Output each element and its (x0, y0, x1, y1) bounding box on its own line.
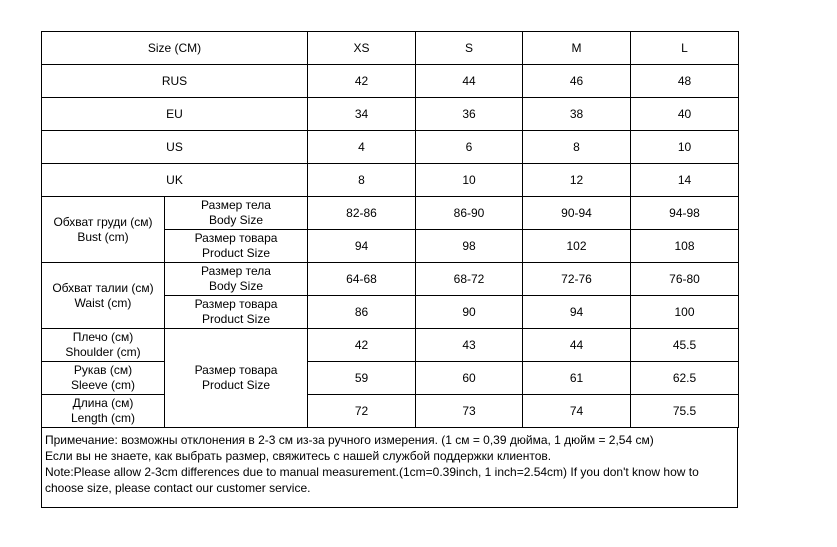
table-cell: 73 (416, 395, 523, 428)
table-cell: 10 (416, 164, 523, 197)
table-cell: 102 (523, 230, 631, 263)
body-size-label (165, 263, 308, 296)
row-label-rus: RUS (42, 65, 308, 98)
table-cell: 8 (308, 164, 416, 197)
table-cell: 74 (523, 395, 631, 428)
table-cell: 43 (416, 329, 523, 362)
table-cell: 34 (308, 98, 416, 131)
table-cell: 94 (308, 230, 416, 263)
product-size-label-ru: Размер товара (194, 231, 278, 245)
table-cell: 86 (308, 296, 416, 329)
table-cell: 36 (416, 98, 523, 131)
sleeve-label-ru: Рукав (см) (73, 363, 133, 377)
table-cell: 40 (631, 98, 739, 131)
bust-label-ru: Обхват груди (см) (53, 214, 153, 229)
table-row (42, 65, 739, 98)
product-size-label-ru: Размер товара (194, 297, 278, 311)
table-cell: 86-90 (416, 197, 523, 230)
table-cell: 42 (308, 329, 416, 362)
table-row (42, 329, 739, 362)
table-cell: 6 (416, 131, 523, 164)
table-cell: 76-80 (631, 263, 739, 296)
table-cell: 64-68 (308, 263, 416, 296)
table-cell: 94-98 (631, 197, 739, 230)
length-label-ru: Длина (см) (72, 396, 134, 410)
sleeve-label (42, 362, 165, 395)
note-line-ru-2: Если вы не знаете, как выбрать размер, свяжитесь с нашей службой поддержки клиентов. (45, 449, 552, 463)
table-cell: 90 (416, 296, 523, 329)
table-cell: 44 (523, 329, 631, 362)
size-l-header: L (631, 32, 739, 65)
body-size-label (165, 197, 308, 230)
product-size-label (165, 296, 308, 329)
body-size-label-en: Body Size (208, 279, 264, 293)
product-size-label-ru: Размер товара (194, 363, 278, 377)
product-size-label (165, 230, 308, 263)
table-cell: 100 (631, 296, 739, 329)
table-row (42, 131, 739, 164)
table-cell: 68-72 (416, 263, 523, 296)
bust-label-en: Bust (cm) (77, 229, 129, 244)
product-size-label (165, 329, 308, 428)
table-cell: 108 (631, 230, 739, 263)
size-xs-header: XS (308, 32, 416, 65)
row-label-uk: UK (42, 164, 308, 197)
body-size-label-ru: Размер тела (201, 198, 271, 212)
table-cell: 46 (523, 65, 631, 98)
table-cell: 12 (523, 164, 631, 197)
table-row (42, 98, 739, 131)
table-cell: 38 (523, 98, 631, 131)
bust-label (42, 197, 165, 263)
waist-label-ru: Обхват талии (см) (52, 280, 154, 295)
table-cell: 59 (308, 362, 416, 395)
table-row (42, 362, 739, 395)
table-cell: 8 (523, 131, 631, 164)
table-cell: 72-76 (523, 263, 631, 296)
table-cell: 94 (523, 296, 631, 329)
size-m-header: M (523, 32, 631, 65)
table-cell: 10 (631, 131, 739, 164)
table-cell: 60 (416, 362, 523, 395)
size-s-header: S (416, 32, 523, 65)
table-cell: 4 (308, 131, 416, 164)
table-cell: 42 (308, 65, 416, 98)
length-label (42, 395, 165, 428)
table-row (42, 395, 739, 428)
size-header-label: Size (CM) (42, 32, 308, 65)
waist-label-en: Waist (cm) (74, 295, 132, 310)
note-line-ru-1: Примечание: возможны отклонения в 2-3 см из-за ручного измерения. (1 см = 0,39 дюйма, 1 дюйм = 2,54 см) (45, 433, 654, 447)
table-cell: 44 (416, 65, 523, 98)
table-cell: 90-94 (523, 197, 631, 230)
table-cell: 75.5 (631, 395, 739, 428)
table-cell: 61 (523, 362, 631, 395)
length-label-en: Length (cm) (70, 411, 136, 425)
row-label-us: US (42, 131, 308, 164)
header-row (42, 32, 739, 65)
product-size-label-en: Product Size (201, 378, 271, 392)
shoulder-label-ru: Плечо (см) (72, 330, 134, 344)
waist-label (42, 263, 165, 329)
row-label-eu: EU (42, 98, 308, 131)
table-cell: 62.5 (631, 362, 739, 395)
body-size-label-ru: Размер тела (201, 264, 271, 278)
table-cell: 72 (308, 395, 416, 428)
table-row (42, 164, 739, 197)
shoulder-label (42, 329, 165, 362)
measurement-note (41, 428, 738, 508)
sleeve-label-en: Sleeve (cm) (70, 378, 135, 392)
product-size-label-en: Product Size (201, 246, 271, 260)
body-size-label-en: Body Size (208, 213, 264, 227)
size-chart (41, 31, 738, 508)
note-line-en: Note:Please allow 2-3cm differences due to manual measurement.(1cm=0.39inch, 1 inch=2.54cm) If you don't know how to choose size, please contact our customer service. (45, 465, 699, 495)
size-table (41, 31, 739, 428)
table-row (42, 263, 739, 296)
table-row (42, 197, 739, 230)
shoulder-label-en: Shoulder (cm) (65, 345, 141, 359)
table-cell: 45.5 (631, 329, 739, 362)
table-cell: 48 (631, 65, 739, 98)
table-cell: 98 (416, 230, 523, 263)
table-cell: 14 (631, 164, 739, 197)
table-cell: 82-86 (308, 197, 416, 230)
product-size-label-en: Product Size (201, 312, 271, 326)
